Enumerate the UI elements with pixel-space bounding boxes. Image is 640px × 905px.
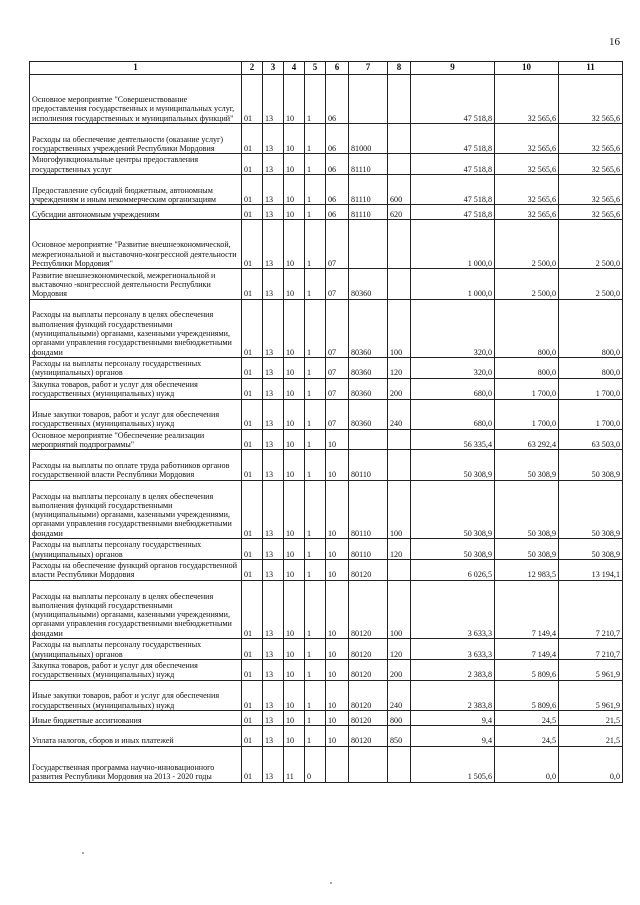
header-cell: 3 xyxy=(263,62,284,75)
amount-cell: 5 961,9 xyxy=(559,680,623,710)
code-cell: 07 xyxy=(326,299,349,357)
code-cell: 850 xyxy=(388,725,411,746)
amount-cell: 56 335,4 xyxy=(411,429,495,450)
row-name-cell: Иные бюджетные ассигнования xyxy=(30,710,242,725)
code-cell: 10 xyxy=(326,429,349,450)
table-row xyxy=(30,205,623,220)
row-name-cell: Расходы на выплаты персоналу в целях обеспечения выполнения функций государственными (муниципальными) органами, казенными учреждениями, органами управления государственными внебюджетными фондами xyxy=(30,580,242,638)
code-cell: 10 xyxy=(326,639,349,660)
code-cell: 01 xyxy=(242,378,263,399)
code-cell: 10 xyxy=(284,205,305,220)
code-cell: 13 xyxy=(263,559,284,580)
amount-cell: 1 700,0 xyxy=(495,378,559,399)
code-cell: 01 xyxy=(242,357,263,378)
code-cell: 120 xyxy=(388,539,411,560)
row-name-cell: Основное мероприятие "Обеспечение реализации мероприятий подпрограммы" xyxy=(30,429,242,450)
code-cell: 80120 xyxy=(349,580,388,638)
amount-cell: 13 194,1 xyxy=(559,559,623,580)
code-cell xyxy=(388,124,411,154)
scan-speck xyxy=(82,852,84,854)
header-cell: 4 xyxy=(284,62,305,75)
row-name-cell: Расходы на выплаты персоналу государственных (муниципальных) органов xyxy=(30,357,242,378)
amount-cell: 50 308,9 xyxy=(411,450,495,480)
code-cell: 80120 xyxy=(349,680,388,710)
table-row xyxy=(30,269,623,299)
code-cell: 10 xyxy=(326,480,349,538)
code-cell xyxy=(388,220,411,269)
amount-cell: 50 308,9 xyxy=(411,539,495,560)
amount-cell: 24,5 xyxy=(495,710,559,725)
amount-cell: 800,0 xyxy=(495,299,559,357)
amount-cell: 21,5 xyxy=(559,710,623,725)
amount-cell: 1 700,0 xyxy=(495,399,559,429)
code-cell: 10 xyxy=(326,539,349,560)
amount-cell: 32 565,6 xyxy=(495,205,559,220)
code-cell: 01 xyxy=(242,480,263,538)
code-cell: 10 xyxy=(284,559,305,580)
code-cell: 10 xyxy=(326,580,349,638)
table-row xyxy=(30,174,623,204)
row-name-cell: Расходы на обеспечение деятельности (оказание услуг) государственных учреждений Республики Мордовия xyxy=(30,124,242,154)
table-row xyxy=(30,75,623,124)
row-name-cell: Уплата налогов, сборов и иных платежей xyxy=(30,725,242,746)
amount-cell: 7 149,4 xyxy=(495,580,559,638)
code-cell: 13 xyxy=(263,399,284,429)
amount-cell: 50 308,9 xyxy=(559,450,623,480)
amount-cell: 7 149,4 xyxy=(495,639,559,660)
code-cell: 10 xyxy=(284,659,305,680)
code-cell xyxy=(388,559,411,580)
header-cell: 8 xyxy=(388,62,411,75)
code-cell: 1 xyxy=(305,710,326,725)
code-cell: 81110 xyxy=(349,205,388,220)
header-cell: 1 xyxy=(30,62,242,75)
amount-cell: 320,0 xyxy=(411,299,495,357)
code-cell xyxy=(349,429,388,450)
code-cell: 1 xyxy=(305,559,326,580)
row-name-cell: Закупка товаров, работ и услуг для обеспечения государственных (муниципальных) нужд xyxy=(30,659,242,680)
table-body xyxy=(30,75,623,783)
code-cell: 01 xyxy=(242,680,263,710)
amount-cell: 50 308,9 xyxy=(495,539,559,560)
code-cell: 10 xyxy=(326,725,349,746)
code-cell: 1 xyxy=(305,220,326,269)
code-cell: 800 xyxy=(388,710,411,725)
amount-cell: 32 565,6 xyxy=(495,174,559,204)
amount-cell: 800,0 xyxy=(495,357,559,378)
code-cell: 1 xyxy=(305,539,326,560)
code-cell: 01 xyxy=(242,124,263,154)
code-cell: 1 xyxy=(305,174,326,204)
code-cell: 81110 xyxy=(349,154,388,175)
code-cell: 01 xyxy=(242,559,263,580)
row-name-cell: Расходы на выплаты персоналу в целях обеспечения выполнения функций государственными (муниципальными) органами, казенными учреждениями, органами управления государственными внебюджетными фондами xyxy=(30,480,242,538)
code-cell: 06 xyxy=(326,205,349,220)
row-name-cell: Развитие внешнеэкономической, межрегиональной и выставочно -конгрессной деятельности Республики Мордовия xyxy=(30,269,242,299)
amount-cell: 800,0 xyxy=(559,357,623,378)
code-cell: 01 xyxy=(242,205,263,220)
amount-cell: 21,5 xyxy=(559,725,623,746)
code-cell: 13 xyxy=(263,450,284,480)
code-cell: 13 xyxy=(263,639,284,660)
code-cell: 10 xyxy=(284,378,305,399)
code-cell: 10 xyxy=(284,710,305,725)
amount-cell: 50 308,9 xyxy=(559,539,623,560)
code-cell: 10 xyxy=(284,539,305,560)
amount-cell: 32 565,6 xyxy=(495,154,559,175)
code-cell: 10 xyxy=(284,299,305,357)
row-name-cell: Расходы на выплаты персоналу государственных (муниципальных) органов xyxy=(30,539,242,560)
code-cell: 10 xyxy=(326,680,349,710)
amount-cell: 1 000,0 xyxy=(411,220,495,269)
header-cell: 10 xyxy=(495,62,559,75)
amount-cell: 50 308,9 xyxy=(411,480,495,538)
code-cell: 10 xyxy=(284,429,305,450)
code-cell: 1 xyxy=(305,480,326,538)
code-cell xyxy=(388,154,411,175)
code-cell: 13 xyxy=(263,154,284,175)
amount-cell: 0,0 xyxy=(495,746,559,782)
row-name-cell: Расходы на выплаты по оплате труда работников органов государственной власти Республики Мордовия xyxy=(30,450,242,480)
amount-cell: 1 505,6 xyxy=(411,746,495,782)
code-cell: 06 xyxy=(326,154,349,175)
code-cell: 240 xyxy=(388,399,411,429)
code-cell: 10 xyxy=(284,450,305,480)
code-cell: 10 xyxy=(284,124,305,154)
code-cell: 1 xyxy=(305,429,326,450)
amount-cell: 2 500,0 xyxy=(495,220,559,269)
code-cell: 10 xyxy=(284,725,305,746)
row-name-cell: Расходы на выплаты персоналу в целях обеспечения выполнения функций государственными (муниципальными) органами, казенными учреждениями, органами управления государственными внебюджетными фондами xyxy=(30,299,242,357)
code-cell: 01 xyxy=(242,269,263,299)
code-cell: 120 xyxy=(388,357,411,378)
code-cell: 01 xyxy=(242,710,263,725)
amount-cell: 1 700,0 xyxy=(559,399,623,429)
table-row xyxy=(30,580,623,638)
table-row xyxy=(30,154,623,175)
table-row xyxy=(30,710,623,725)
code-cell: 01 xyxy=(242,580,263,638)
code-cell: 10 xyxy=(326,450,349,480)
code-cell: 81000 xyxy=(349,124,388,154)
code-cell: 81110 xyxy=(349,174,388,204)
amount-cell: 50 308,9 xyxy=(559,480,623,538)
code-cell: 80110 xyxy=(349,539,388,560)
header-cell: 9 xyxy=(411,62,495,75)
table-row xyxy=(30,299,623,357)
code-cell: 13 xyxy=(263,75,284,124)
table-row xyxy=(30,725,623,746)
row-name-cell: Расходы на обеспечение функций органов государственной власти Республики Мордовия xyxy=(30,559,242,580)
row-name-cell: Субсидии автономным учреждениям xyxy=(30,205,242,220)
code-cell: 13 xyxy=(263,659,284,680)
amount-cell: 7 210,7 xyxy=(559,639,623,660)
code-cell: 100 xyxy=(388,580,411,638)
code-cell: 600 xyxy=(388,174,411,204)
row-name-cell: Расходы на выплаты персоналу государственных (муниципальных) органов xyxy=(30,639,242,660)
code-cell: 80360 xyxy=(349,378,388,399)
code-cell: 01 xyxy=(242,725,263,746)
code-cell: 01 xyxy=(242,746,263,782)
code-cell: 13 xyxy=(263,220,284,269)
code-cell: 13 xyxy=(263,205,284,220)
code-cell: 13 xyxy=(263,680,284,710)
amount-cell: 50 308,9 xyxy=(495,480,559,538)
code-cell: 01 xyxy=(242,429,263,450)
amount-cell: 800,0 xyxy=(559,299,623,357)
code-cell: 10 xyxy=(284,269,305,299)
code-cell xyxy=(349,75,388,124)
code-cell: 10 xyxy=(284,154,305,175)
amount-cell: 680,0 xyxy=(411,378,495,399)
amount-cell: 5 809,6 xyxy=(495,659,559,680)
amount-cell: 2 500,0 xyxy=(495,269,559,299)
budget-table xyxy=(29,61,623,783)
row-name-cell: Основное мероприятие "Совершенствование предоставления государственных и муниципальных услуг, исполнения государственных и муниципальных функций" xyxy=(30,75,242,124)
amount-cell: 320,0 xyxy=(411,357,495,378)
code-cell: 1 xyxy=(305,450,326,480)
code-cell: 13 xyxy=(263,357,284,378)
amount-cell: 50 308,9 xyxy=(495,450,559,480)
code-cell: 1 xyxy=(305,205,326,220)
code-cell: 200 xyxy=(388,659,411,680)
code-cell: 06 xyxy=(326,75,349,124)
row-name-cell: Предоставление субсидий бюджетным, автономным учреждениям и иным некоммерческим организациям xyxy=(30,174,242,204)
amount-cell: 47 518,8 xyxy=(411,75,495,124)
table-row xyxy=(30,357,623,378)
amount-cell: 2 500,0 xyxy=(559,220,623,269)
code-cell: 80110 xyxy=(349,480,388,538)
code-cell: 01 xyxy=(242,299,263,357)
code-cell: 80360 xyxy=(349,269,388,299)
code-cell: 06 xyxy=(326,124,349,154)
code-cell: 0 xyxy=(305,746,326,782)
code-cell: 13 xyxy=(263,580,284,638)
code-cell: 10 xyxy=(284,480,305,538)
amount-cell: 24,5 xyxy=(495,725,559,746)
amount-cell: 2 500,0 xyxy=(559,269,623,299)
code-cell: 07 xyxy=(326,399,349,429)
amount-cell: 32 565,6 xyxy=(559,174,623,204)
code-cell: 1 xyxy=(305,725,326,746)
table-row xyxy=(30,124,623,154)
code-cell: 80120 xyxy=(349,710,388,725)
code-cell: 01 xyxy=(242,539,263,560)
code-cell xyxy=(349,220,388,269)
code-cell: 1 xyxy=(305,378,326,399)
code-cell: 01 xyxy=(242,75,263,124)
code-cell: 80360 xyxy=(349,399,388,429)
table-header-row xyxy=(30,62,623,75)
amount-cell: 9,4 xyxy=(411,710,495,725)
code-cell: 80360 xyxy=(349,357,388,378)
amount-cell: 6 026,5 xyxy=(411,559,495,580)
table-row xyxy=(30,559,623,580)
code-cell: 1 xyxy=(305,299,326,357)
code-cell: 80110 xyxy=(349,450,388,480)
row-name-cell: Закупка товаров, работ и услуг для обеспечения государственных (муниципальных) нужд xyxy=(30,378,242,399)
amount-cell: 0,0 xyxy=(559,746,623,782)
code-cell: 01 xyxy=(242,659,263,680)
code-cell: 01 xyxy=(242,154,263,175)
code-cell xyxy=(388,269,411,299)
amount-cell: 47 518,8 xyxy=(411,154,495,175)
code-cell: 10 xyxy=(284,680,305,710)
header-cell: 5 xyxy=(305,62,326,75)
code-cell: 01 xyxy=(242,450,263,480)
code-cell: 10 xyxy=(284,639,305,660)
code-cell: 1 xyxy=(305,580,326,638)
code-cell xyxy=(326,746,349,782)
code-cell: 07 xyxy=(326,378,349,399)
row-name-cell: Иные закупки товаров, работ и услуг для обеспечения государственных (муниципальных) нужд xyxy=(30,399,242,429)
code-cell: 01 xyxy=(242,399,263,429)
amount-cell: 47 518,8 xyxy=(411,124,495,154)
code-cell: 10 xyxy=(284,220,305,269)
code-cell: 80360 xyxy=(349,299,388,357)
row-name-cell: Многофункциональные центры предоставления государственных услуг xyxy=(30,154,242,175)
amount-cell: 32 565,6 xyxy=(495,124,559,154)
code-cell: 120 xyxy=(388,639,411,660)
code-cell: 10 xyxy=(284,357,305,378)
amount-cell: 32 565,6 xyxy=(495,75,559,124)
amount-cell: 2 383,8 xyxy=(411,659,495,680)
code-cell: 10 xyxy=(326,710,349,725)
code-cell: 620 xyxy=(388,205,411,220)
code-cell: 13 xyxy=(263,725,284,746)
table-row xyxy=(30,639,623,660)
code-cell: 13 xyxy=(263,480,284,538)
row-name-cell: Государственная программа научно-инновационного развития Республики Мордовия на 2013 - 2020 годы xyxy=(30,746,242,782)
row-name-cell: Иные закупки товаров, работ и услуг для обеспечения государственных (муниципальных) нужд xyxy=(30,680,242,710)
code-cell: 10 xyxy=(326,559,349,580)
code-cell: 11 xyxy=(284,746,305,782)
code-cell: 10 xyxy=(284,580,305,638)
amount-cell: 3 633,3 xyxy=(411,639,495,660)
code-cell xyxy=(388,429,411,450)
code-cell: 10 xyxy=(284,75,305,124)
amount-cell: 12 983,5 xyxy=(495,559,559,580)
code-cell: 1 xyxy=(305,154,326,175)
code-cell: 80120 xyxy=(349,659,388,680)
code-cell: 01 xyxy=(242,174,263,204)
amount-cell: 5 809,6 xyxy=(495,680,559,710)
code-cell: 80120 xyxy=(349,639,388,660)
table-row xyxy=(30,539,623,560)
code-cell: 13 xyxy=(263,539,284,560)
amount-cell: 1 700,0 xyxy=(559,378,623,399)
amount-cell: 32 565,6 xyxy=(559,154,623,175)
code-cell: 200 xyxy=(388,378,411,399)
amount-cell: 2 383,8 xyxy=(411,680,495,710)
amount-cell: 9,4 xyxy=(411,725,495,746)
code-cell: 07 xyxy=(326,220,349,269)
amount-cell: 7 210,7 xyxy=(559,580,623,638)
amount-cell: 5 961,9 xyxy=(559,659,623,680)
row-name-cell: Основное мероприятие "Развитие внешнеэкономической, межрегиональной и выставочно-конгрессной деятельности Республики Мордовия" xyxy=(30,220,242,269)
table-row xyxy=(30,399,623,429)
amount-cell: 32 565,6 xyxy=(559,205,623,220)
table-row xyxy=(30,746,623,782)
amount-cell: 63 292,4 xyxy=(495,429,559,450)
amount-cell: 63 503,0 xyxy=(559,429,623,450)
header-cell: 2 xyxy=(242,62,263,75)
code-cell: 1 xyxy=(305,75,326,124)
code-cell: 1 xyxy=(305,399,326,429)
table-row xyxy=(30,680,623,710)
code-cell: 100 xyxy=(388,299,411,357)
code-cell: 13 xyxy=(263,746,284,782)
code-cell: 1 xyxy=(305,639,326,660)
table-row xyxy=(30,378,623,399)
header-cell: 7 xyxy=(349,62,388,75)
code-cell: 240 xyxy=(388,680,411,710)
amount-cell: 680,0 xyxy=(411,399,495,429)
table-row xyxy=(30,220,623,269)
header-cell: 6 xyxy=(326,62,349,75)
code-cell: 1 xyxy=(305,357,326,378)
code-cell: 01 xyxy=(242,639,263,660)
code-cell xyxy=(388,75,411,124)
code-cell: 80120 xyxy=(349,559,388,580)
code-cell: 13 xyxy=(263,429,284,450)
code-cell: 1 xyxy=(305,659,326,680)
code-cell: 06 xyxy=(326,174,349,204)
page-number: 16 xyxy=(609,36,620,48)
code-cell xyxy=(388,746,411,782)
amount-cell: 32 565,6 xyxy=(559,124,623,154)
scan-speck xyxy=(330,882,332,884)
code-cell: 80120 xyxy=(349,725,388,746)
code-cell: 13 xyxy=(263,124,284,154)
code-cell: 07 xyxy=(326,269,349,299)
code-cell: 13 xyxy=(263,378,284,399)
code-cell: 100 xyxy=(388,480,411,538)
code-cell: 10 xyxy=(284,174,305,204)
code-cell: 13 xyxy=(263,299,284,357)
table-row xyxy=(30,659,623,680)
amount-cell: 32 565,6 xyxy=(559,75,623,124)
code-cell: 13 xyxy=(263,174,284,204)
code-cell: 1 xyxy=(305,269,326,299)
amount-cell: 47 518,8 xyxy=(411,205,495,220)
amount-cell: 47 518,8 xyxy=(411,174,495,204)
header-cell: 11 xyxy=(559,62,623,75)
code-cell: 10 xyxy=(326,659,349,680)
table-row xyxy=(30,450,623,480)
code-cell: 13 xyxy=(263,269,284,299)
code-cell: 10 xyxy=(284,399,305,429)
code-cell: 01 xyxy=(242,220,263,269)
code-cell: 13 xyxy=(263,710,284,725)
code-cell xyxy=(349,746,388,782)
amount-cell: 3 633,3 xyxy=(411,580,495,638)
table-row xyxy=(30,480,623,538)
code-cell: 1 xyxy=(305,680,326,710)
amount-cell: 1 000,0 xyxy=(411,269,495,299)
table-row xyxy=(30,429,623,450)
code-cell: 07 xyxy=(326,357,349,378)
code-cell: 1 xyxy=(305,124,326,154)
code-cell xyxy=(388,450,411,480)
